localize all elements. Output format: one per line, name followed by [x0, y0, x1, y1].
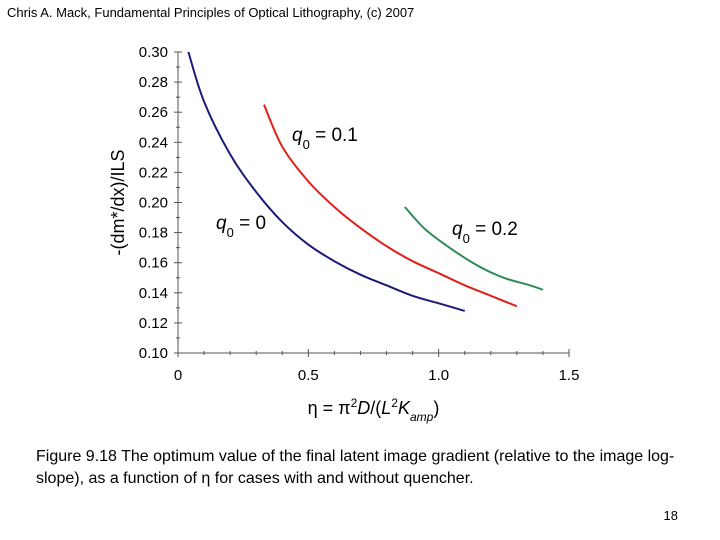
y-tick-label: 0.30 [138, 44, 168, 61]
y-tick-label: 0.24 [138, 134, 168, 152]
series-label-2: $q_0 = 0.2$ [452, 219, 518, 246]
y-tick-label: 0.12 [138, 314, 168, 332]
x-tick-label: 0.5 [297, 367, 319, 384]
series-labels [216, 125, 518, 246]
x-tick-label: 1.5 [558, 367, 580, 384]
y-tick-label: 0.20 [138, 194, 168, 212]
series-line-0 [188, 52, 464, 311]
x-tick-label: 1.0 [428, 367, 450, 384]
slide-header: Chris A. Mack, Fundamental Principles of Optical Lithography, (c) 2007 [7, 5, 415, 20]
y-tick-label: 0.28 [138, 74, 168, 92]
series-lines [188, 52, 543, 311]
y-tick-label: 0.10 [138, 345, 168, 362]
figure-caption: Figure 9.18 The optimum value of the final latent image gradient (relative to the image log-slope), as a function of η for cases with and without quencher. [36, 448, 675, 487]
series-label-1: $q_0 = 0.1$ [292, 125, 358, 152]
y-tick-label: 0.22 [138, 164, 168, 182]
y-tick-label: 0.14 [138, 284, 168, 302]
y-axis-label: -(dm*/dx)/ILS [108, 149, 128, 256]
x-axis-label: $\eta = \pi^2D/(L^2K_{amp})$ [307, 396, 440, 424]
y-tick-label: 0.26 [138, 104, 168, 122]
y-tick-label: 0.18 [138, 224, 168, 242]
series-label-0: $q_0 = 0$ [216, 213, 267, 240]
x-tick-label: 0 [173, 367, 183, 384]
y-tick-label: 0.16 [138, 254, 168, 272]
page-number: 18 [663, 508, 678, 523]
